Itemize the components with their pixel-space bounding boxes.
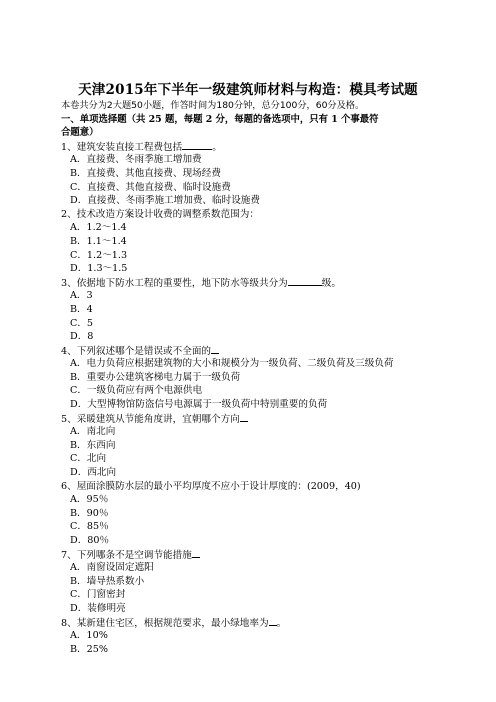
question-4-option-c: C．一级负荷应有两个电源供电 xyxy=(70,385,203,397)
answer-blank xyxy=(192,548,200,558)
question-2-option-d: D．1.3～1.5 xyxy=(70,263,128,275)
question-1-option-d: D．直接费、冬雨季施工增加费、临时设施费 xyxy=(70,195,260,207)
question-1-option-a: A．直接费、冬雨季施工增加费 xyxy=(70,154,202,166)
question-3-option-c: C．5 xyxy=(70,317,94,329)
question-2-option-c: C．1.2～1.3 xyxy=(70,249,128,261)
question-4-stem: 4、下列叙述哪个是错误或不全面的 xyxy=(61,344,441,358)
answer-blank xyxy=(211,344,219,354)
question-8-option-b: B．25% xyxy=(70,643,108,655)
question-8-stem: 8、某新建住宅区，根据规范要求，最小绿地率为 。 xyxy=(61,617,287,629)
question-3-option-d: D．8 xyxy=(70,331,94,343)
question-7-option-d: D．装修明亮 xyxy=(70,602,126,614)
question-7-option-c: C．门窗密封 xyxy=(70,589,126,601)
question-4-option-d: D．大型博物馆防盗信号电源属于一级负荷中特别重要的负荷 xyxy=(70,399,328,411)
question-2-stem: 2、技术改造方案设计收费的调整系数范围为： xyxy=(61,208,259,220)
section-heading-line-2: 合题意） xyxy=(61,127,99,139)
question-5-stem: 5、采暖建筑从节能角度讲，宜朝哪个方向 xyxy=(61,412,441,426)
question-5-option-d: D．西北向 xyxy=(70,467,117,479)
section-heading-line-1: 一、单项选择题（共 25 题，每题 2 分，每题的备选项中，只有 1 个事最符 xyxy=(61,113,379,125)
document-body xyxy=(61,99,441,656)
question-2-option-a: A．1.2～1.4 xyxy=(70,222,127,234)
question-6-option-a: A．95％ xyxy=(70,494,109,506)
question-3-option-b: B．4 xyxy=(70,303,93,315)
question-2-option-b: B．1.1～1.4 xyxy=(70,235,127,247)
question-7-option-b: B．墙导热系数小 xyxy=(70,575,145,587)
question-1-option-c: C．直接费、其他直接费、临时设施费 xyxy=(70,181,231,193)
answer-blank xyxy=(269,616,277,626)
question-5-option-a: A．南北向 xyxy=(70,426,116,438)
question-8-option-a: A．10% xyxy=(70,630,108,642)
question-5-option-b: B．东西向 xyxy=(70,439,116,451)
question-6-option-c: C．85％ xyxy=(70,521,109,533)
question-6-option-b: B．90％ xyxy=(70,507,109,519)
question-1-option-b: B．直接费、其他直接费、现场经费 xyxy=(70,167,221,179)
document-title: 天津2015年下半年一级建筑师材料与构造：模具考试题 xyxy=(78,82,418,98)
question-7-stem: 7、下列哪条不是空调节能措施 xyxy=(61,548,441,562)
answer-blank xyxy=(240,412,248,422)
question-3-option-a: A．3 xyxy=(70,290,93,302)
question-6-option-d: D．80％ xyxy=(70,535,110,546)
question-1-stem: 1、建筑安装直接工程费包括 。 xyxy=(61,141,222,153)
answer-blank xyxy=(288,276,322,286)
answer-blank xyxy=(182,140,212,150)
question-6-stem: 6、屋面涂膜防水层的最小平均厚度不应小于设计厚度的：(2009，40) xyxy=(61,480,361,492)
question-5-option-c: C．北向 xyxy=(70,453,107,465)
question-4-option-b: B．重要办公建筑客梯电力属于一级负荷 xyxy=(70,371,241,383)
question-4-option-a: A．电力负荷应根据建筑物的大小和规模分为一级负荷、二级负荷及三级负荷 xyxy=(70,358,394,370)
question-7-option-a: A．南窗设固定遮阳 xyxy=(70,562,154,574)
question-3-stem: 3、依据地下防水工程的重要性，地下防水等级共分为 级。 xyxy=(61,277,341,289)
exam-intro: 本卷共分为2大题50小题，作答时间为180分钟，总分100分，60分及格。 xyxy=(61,100,365,111)
